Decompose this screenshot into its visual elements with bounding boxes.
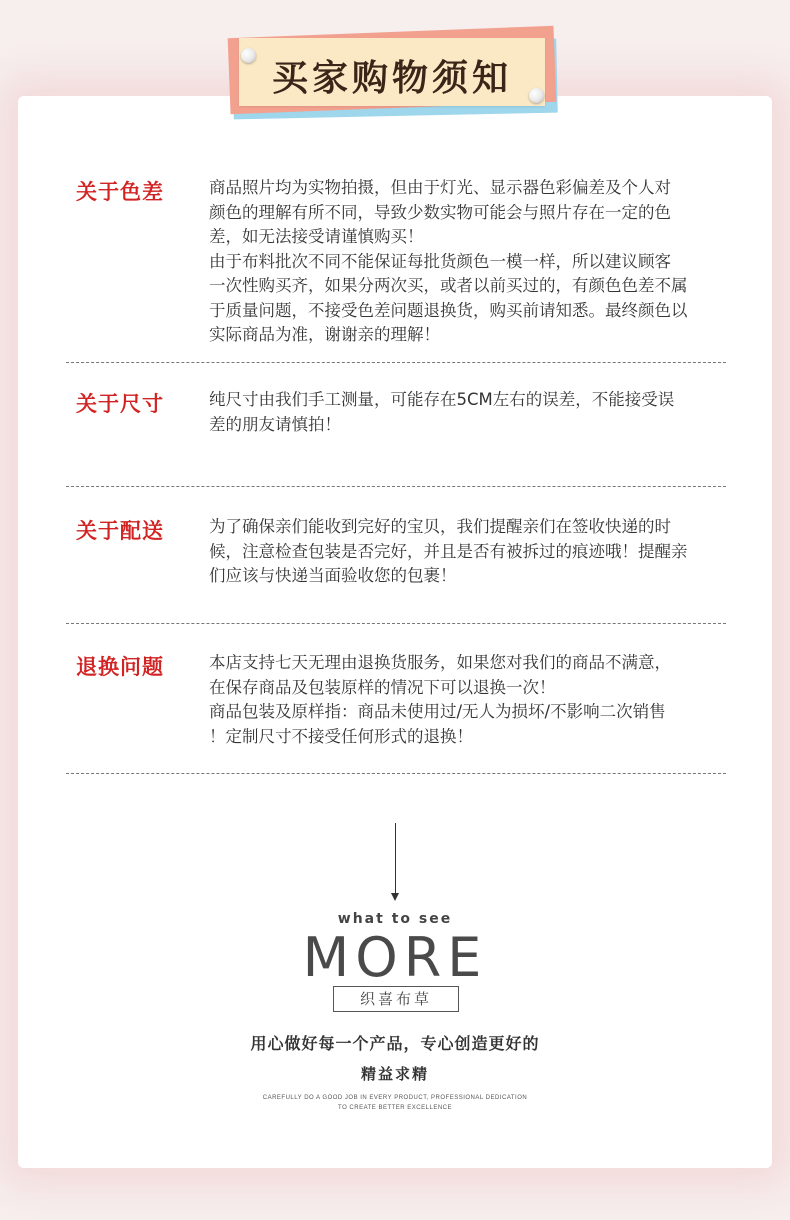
section-text: 本店支持七天无理由退换货服务，如果您对我们的商品不满意， 在保存商品及包装原样的情况下可以退换一次！ 商品包装及原样指：商品未使用过/无人为损坏/不影响二次销售 ！定制尺寸不接受任何形式的退换！ — [209, 653, 671, 746]
more-heading: MORE — [302, 926, 488, 989]
brand-name-box: 织喜布草 — [333, 986, 459, 1012]
section-label: 关于配送 — [76, 519, 164, 543]
what-to-see-caption: what to see — [337, 911, 453, 927]
dashed-divider — [66, 362, 726, 363]
page-title: 买家购物须知 — [271, 57, 512, 99]
pin-icon — [241, 48, 256, 63]
section-label: 关于尺寸 — [76, 392, 164, 416]
pin-icon — [529, 88, 544, 103]
down-arrow-icon — [391, 893, 399, 901]
section-text: 纯尺寸由我们手工测量，可能存在5CM左右的误差，不能接受误 差的朋友请慎拍！ — [209, 390, 675, 434]
banner-paper — [239, 38, 545, 106]
dashed-divider — [66, 486, 726, 487]
slogan-line-1: 用心做好每一个产品，专心创造更好的 — [250, 1034, 540, 1053]
dashed-divider — [66, 773, 726, 774]
section-text: 为了确保亲们能收到完好的宝贝，我们提醒亲们在签收快递的时 候，注意检查包装是否完好，并且是否有被拆过的痕迹哦！提醒亲 们应该与快递当面验收您的包裹！ — [209, 517, 688, 585]
section-text: 商品照片均为实物拍摄，但由于灯光、显示器色彩偏差及个人对 颜色的理解有所不同，导致少数实物可能会与照片存在一定的色 差，如无法接受请谨慎购买！ 由于布料批次不同不能保证每批货颜色一模一样，所以建议顾客 一次性购买齐，如果分两次买，或者以前买过的，有颜色色差不属 于质量问题，不接受色差问题退换货，购买前请知悉。最终颜色以 实际商品为准，谢谢亲的理解！ — [209, 178, 688, 344]
down-arrow-line — [395, 823, 396, 896]
slogan-line-2: 精益求精 — [360, 1065, 429, 1083]
dashed-divider — [66, 623, 726, 624]
english-tagline-2: TO CREATE BETTER EXCELLENCE — [338, 1105, 452, 1111]
section-label: 关于色差 — [76, 180, 164, 204]
english-tagline-1: CAREFULLY DO A GOOD JOB IN EVERY PRODUCT, PROFESSIONAL DEDICATION — [262, 1095, 528, 1101]
title-banner — [227, 28, 563, 120]
section-label: 退换问题 — [76, 655, 164, 679]
